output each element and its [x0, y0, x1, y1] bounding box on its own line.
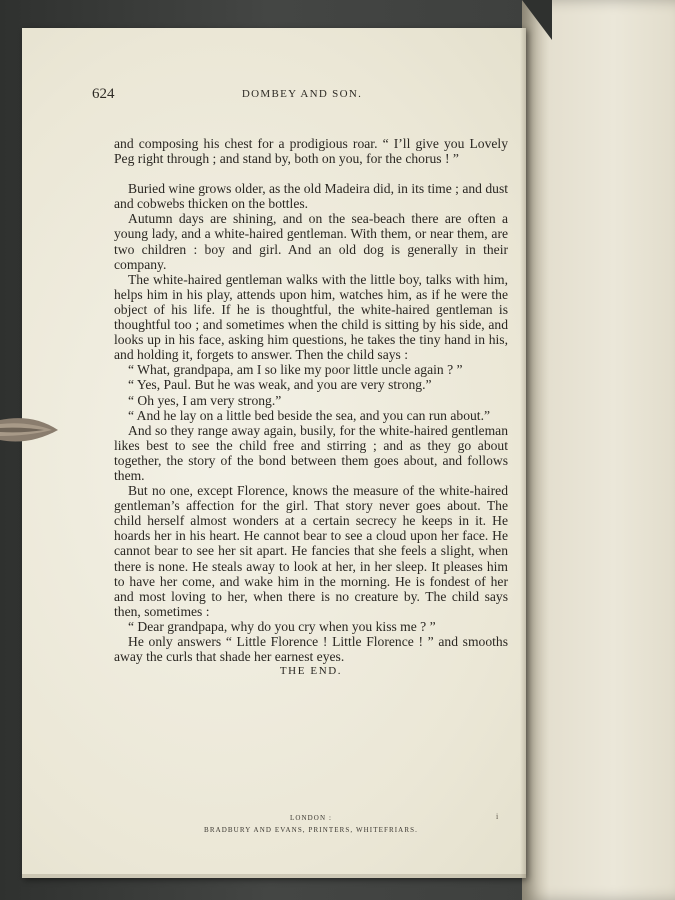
dialogue-line: “ And he lay on a little bed beside the sea, and you can run about.” — [128, 407, 491, 423]
paragraph: And so they range away again, busily, for the white-haired gentleman likes best to see the child free and stirring ; and as they go about together, the story of the bond between them goes about, and follows them. — [114, 422, 508, 483]
imprint-city: LONDON : — [289, 814, 333, 822]
paragraph: He only answers “ Little Florence ! Little Florence ! ” and smooths away the curls that shade her earnest eyes. — [114, 634, 508, 665]
page-edge-shading — [520, 28, 526, 878]
dialogue-line: “ Oh yes, I am very strong.” — [128, 392, 282, 408]
facing-page-corner — [522, 0, 552, 40]
page-header — [92, 86, 512, 106]
page-number: 624 — [92, 86, 115, 102]
paragraph: The white-haired gentleman walks with the little boy, talks with him, helps him in his play, attends upon him, watches him, as if he were the object of his life. If he is thoughtful, the white-haired gentleman is thoughtful too ; and sometimes when the child is sitting by his side, and looks up in his face, asking him questions, he takes the tiny hand in his, and holding it, forgets to answer. Then the child says : — [114, 271, 508, 363]
dialogue-line: “ What, grandpapa, am I so like my poor little uncle again ? ” — [128, 362, 463, 378]
printer-imprint — [114, 812, 508, 836]
book-page — [22, 28, 526, 878]
dialogue-line: “ Yes, Paul. But he was weak, and you are very strong.” — [128, 377, 432, 393]
running-title: DOMBEY AND SON. — [241, 88, 363, 100]
the-end-heading: THE END. — [279, 665, 343, 677]
facing-page — [522, 0, 675, 900]
page-bottom-edge — [22, 874, 526, 878]
paragraph: Autumn days are shining, and on the sea-beach there are often a young lady, and a white-haired gentleman. With them, or near them, are two children : boy and girl. And an old dog is generally in their company. — [114, 211, 508, 272]
paragraph: Buried wine grows older, as the old Madeira did, in its time ; and dust and cobwebs thicken on the bottles. — [114, 181, 509, 212]
body-text — [114, 136, 508, 664]
paragraph: But no one, except Florence, knows the measure of the white-haired gentleman’s affection for the girl. That story never goes about. The child herself almost wonders at a certain secrecy he keeps in it. He hoards her in his heart. He cannot bear to see a cloud upon her face. He cannot bear to see her sit apart. He fancies that she feels a slight, when there is none. He steals away to look at her, in her sleep. It pleases him to have her come, and wake him in the morning. He is fondest of her and most loving to her, when there is no creature by. The child says then, sometimes : — [114, 483, 508, 619]
dialogue-line: “ Dear grandpapa, why do you cry when you kiss me ? ” — [128, 618, 436, 634]
bookmark-ribbon-icon — [0, 410, 60, 450]
imprint-printers: BRADBURY AND EVANS, PRINTERS, WHITEFRIARS. — [204, 826, 418, 834]
paragraph: and composing his chest for a prodigious roar. “ I’ll give you Lovely Peg right through ; and stand by, both on you, for the chorus ! ” — [114, 136, 508, 167]
signature-mark: i — [496, 812, 499, 821]
